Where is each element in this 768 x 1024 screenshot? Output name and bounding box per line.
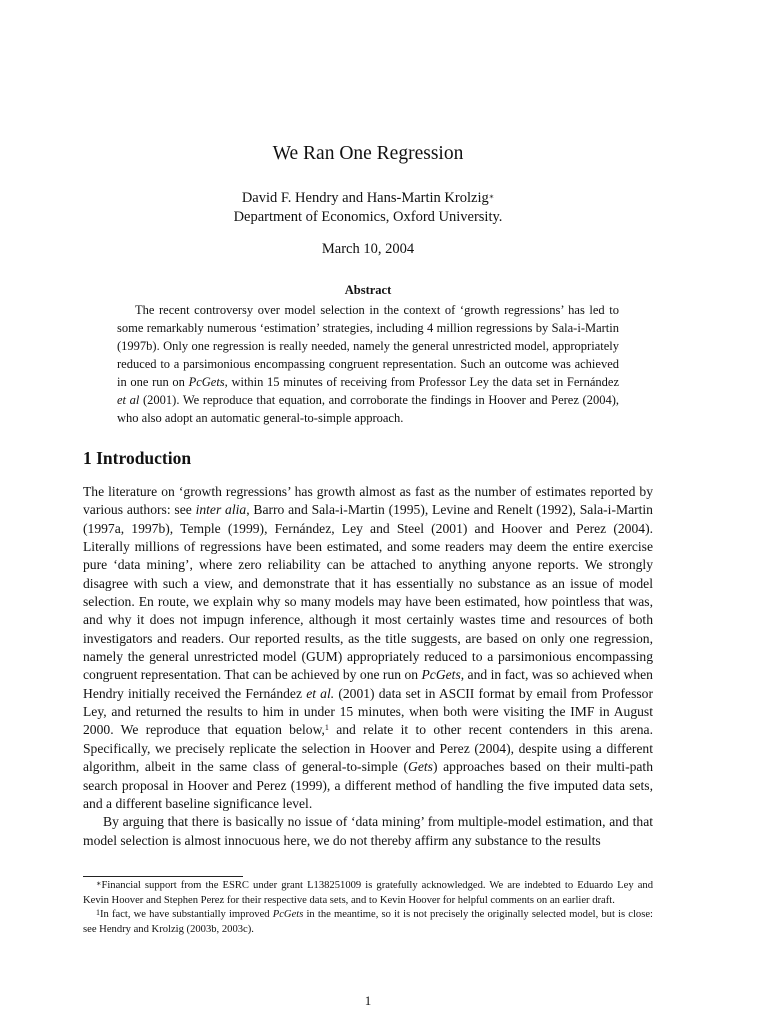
p1-text-c: , and in fact, was so achieved when Hendry initially received the Fernández: [83, 667, 653, 701]
section-heading-introduction: 1 Introduction: [83, 448, 192, 468]
abstract-software-name: PcGets: [188, 375, 225, 389]
abstract-part-2: , within 15 minutes of receiving from Professor Ley the data set in Fernández: [224, 375, 619, 389]
footnote-1-reference[interactable]: 1: [324, 723, 329, 733]
p1-text-e: and relate it to other recent contenders in this arena. Specifically, we precisely replicate the selection in Hoover and Perez (2004), despite using a different algorithm, albeit in the same class of general-to-simple (: [83, 722, 653, 775]
paper-title: We Ran One Regression: [272, 143, 464, 164]
footnote-author: [83, 879, 653, 908]
author-names: [0, 189, 736, 208]
footnote-1-mark: 1: [96, 908, 100, 918]
footnotes: [83, 879, 653, 938]
introduction-body: [83, 483, 653, 850]
footnote-divider: [83, 876, 243, 877]
paragraph-1: [83, 483, 653, 813]
p1-etal: et al.: [306, 685, 335, 701]
p1-gets: Gets: [408, 759, 433, 775]
author-footnote-mark[interactable]: ∗: [488, 192, 495, 201]
author-names-text: David F. Hendry and Hans-Martin Krolzig: [241, 190, 489, 206]
p1-software-name: PcGets: [421, 667, 461, 683]
paragraph-2: By arguing that there is basically no issue of ‘data mining’ from multiple-model estimation, and that model selection is almost innocuous here, we do not thereby affirm any substance to the results: [83, 814, 653, 848]
p1-text-a: The literature on ‘growth regressions’ has growth almost as fast as the number of estimates reported by various authors: see: [83, 484, 653, 518]
footnote-1-text-b: in the meantime, so it is not precisely the originally selected model, but is close: see Hendry and Krolzig (2003b, 2003c).: [83, 909, 653, 936]
affiliation: Department of Economics, Oxford University.: [233, 209, 503, 225]
paper-date: March 10, 2004: [321, 241, 415, 257]
footnote-author-mark: ∗: [96, 879, 102, 888]
p1-text-b: , Barro and Sala-i-Martin (1995), Levine and Renelt (1992), Sala-i-Martin (1997a, 1997b), Temple (1999), Fernández, Ley and Steel (2001) and Hoover and Perez (2004). Literally millions of regressions have been estimated, and some readers may deem the entire exercise pure ‘data mining’, where zero reliability can be attached to anything anyone reports. We strongly disagree with such a view, and demonstrate that it has essentially no substance as an issue of model selection. En route, we explain why so many models may have been estimated, how pointless that was, and why it does not impugn inference, although it most certainly wastes time and resources of both investigators and readers. Our reported results, as the title suggests, are based on only one regression, namely the general unrestricted model (GUM) appropriately reduced to a parsimonious encompassing congruent representation. That can be achieved by one run on: [83, 502, 653, 683]
p1-inter-alia: inter alia: [195, 502, 247, 518]
abstract-text: [117, 301, 619, 427]
footnote-1-software-name: PcGets: [272, 909, 304, 921]
abstract-part-1: The recent controversy over model selection in the context of ‘growth regressions’ has led to some remarkably numerous ‘estimation’ strategies, including 4 million regressions by Sala-i-Martin (1997b). Only one regression is really needed, namely the general unrestricted model, appropriately reduced to a parsimonious encompassing congruent representation. Such an outcome was achieved in one run on: [117, 303, 619, 389]
abstract-heading: Abstract: [344, 283, 392, 297]
p1-text-f: ) approaches based on their multi-path search proposal in Hoover and Perez (1999), a different method of handling the five imputed data sets, and a different baseline significance level.: [83, 759, 653, 811]
footnote-author-text: Financial support from the ESRC under grant L138251009 is gratefully acknowledged. We are indebted to Eduardo Ley and Kevin Hoover and Stephen Perez for their respective data sets, and to Kevin Hoover for helpful comments on an earlier draft.: [83, 880, 653, 906]
author-block: [0, 189, 736, 227]
p1-text-d: (2001) data set in ASCII format by email from Professor Ley, and returned the results to him in under 15 minutes, when both were visiting the IMF in August 2000. We reproduce that equation below,: [83, 685, 653, 738]
abstract-etal: et al: [117, 393, 140, 407]
footnote-1-text-a: In fact, we have substantially improved: [100, 909, 273, 921]
abstract-part-3: (2001). We reproduce that equation, and corroborate the findings in Hoover and Perez (2004), who also adopt an automatic general-to-simple approach.: [117, 393, 619, 425]
footnote-1: [83, 908, 653, 937]
page-number: 1: [364, 993, 372, 1008]
